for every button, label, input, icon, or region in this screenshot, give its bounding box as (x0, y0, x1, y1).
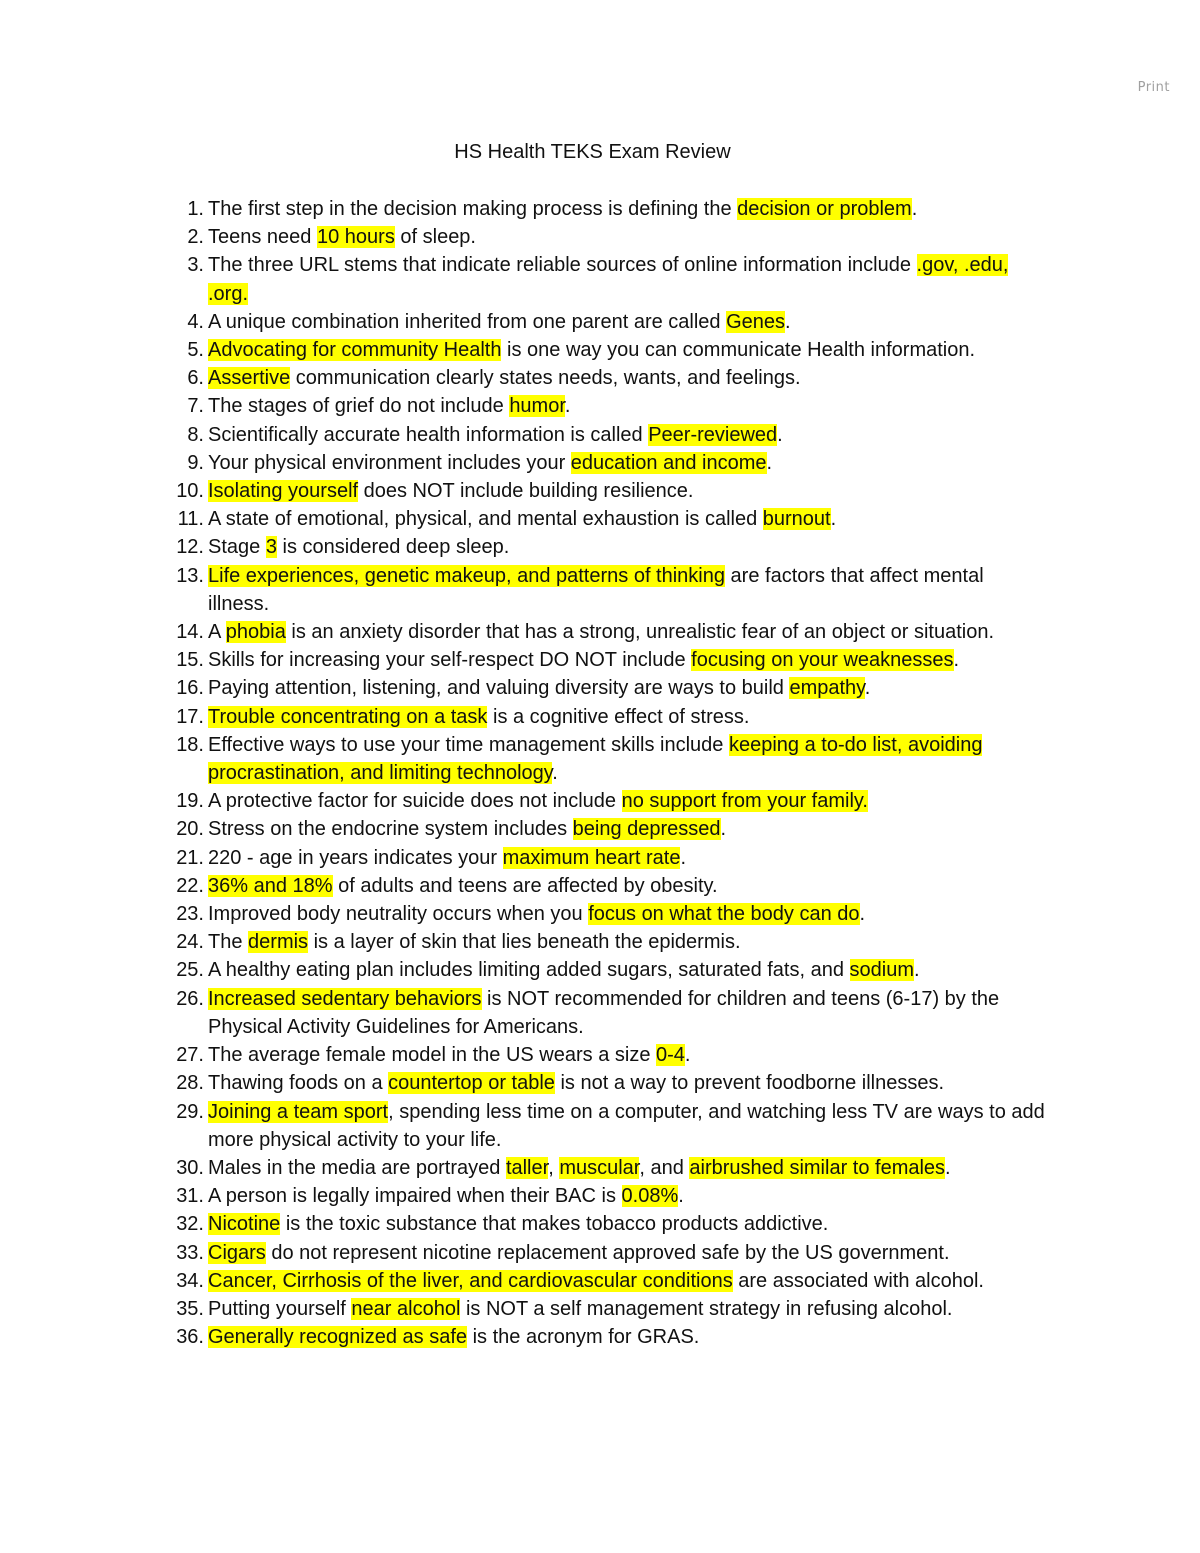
question-text (208, 1298, 952, 1320)
question-text (208, 424, 783, 446)
question-item (170, 1069, 1050, 1097)
question-fragment: Thawing foods on a (208, 1072, 389, 1095)
question-item (170, 646, 1050, 674)
question-fragment: . (911, 198, 918, 220)
highlighted-answer: focusing on your weaknesses (691, 649, 954, 672)
question-fragment: The stages of grief do not include (208, 395, 510, 418)
question-text (208, 621, 994, 643)
question-fragment: Paying attention, listening, and valuing diversity are ways to build (208, 677, 790, 700)
highlighted-answer: Life experiences, genetic makeup, and patterns of thinking (208, 564, 725, 587)
question-fragment: The (208, 931, 249, 954)
question-text (208, 1213, 828, 1235)
question-fragment: . (785, 310, 791, 333)
question-fragment: A protective factor for suicide does not include (208, 790, 622, 813)
highlighted-answer: being depressed (572, 818, 721, 841)
question-item (170, 449, 1050, 477)
highlighted-answer: decision or problem (737, 198, 912, 220)
question-item (170, 844, 1050, 872)
question-item (170, 364, 1050, 392)
question-number: 11. (177, 508, 204, 531)
question-text (208, 367, 801, 389)
highlighted-answer: taller (505, 1156, 549, 1179)
question-number: 16. (176, 677, 204, 700)
highlighted-answer: Advocating for community Health (208, 339, 502, 362)
question-fragment: . (684, 1044, 691, 1067)
question-item (170, 674, 1050, 702)
question-item (170, 1041, 1050, 1069)
highlighted-answer: education and income (570, 451, 767, 474)
question-text (208, 311, 791, 333)
question-number: 4. (187, 310, 204, 333)
question-fragment: of sleep. (394, 226, 476, 249)
question-item (170, 1239, 1050, 1267)
question-item (170, 731, 1050, 787)
question-fragment: A healthy eating plan includes limiting added sugars, saturated fats, and (208, 959, 850, 982)
question-item (170, 815, 1050, 843)
question-number: 26. (176, 987, 204, 1010)
question-fragment: A unique combination inherited from one parent are called (208, 310, 727, 333)
highlighted-answer: Assertive (208, 367, 291, 390)
question-item (170, 1182, 1050, 1210)
question-number: 27. (176, 1044, 204, 1067)
question-number: 5. (187, 339, 204, 362)
question-item (170, 900, 1050, 928)
question-fragment: Stage (208, 536, 266, 559)
question-fragment: is NOT a self management strategy in refusing alcohol. (460, 1297, 953, 1320)
question-fragment: is considered deep sleep. (276, 536, 510, 559)
question-text (208, 1044, 690, 1066)
question-text (208, 706, 749, 728)
question-fragment: . (864, 677, 871, 700)
question-fragment: . (552, 762, 558, 785)
question-item (170, 533, 1050, 561)
question-text (208, 677, 870, 699)
highlighted-answer: .gov, .edu, .org. (208, 254, 1009, 305)
question-item (170, 703, 1050, 731)
highlighted-answer: Generally recognized as safe (208, 1326, 468, 1349)
question-fragment: is a layer of skin that lies beneath the epidermis. (308, 931, 741, 954)
question-item (170, 477, 1050, 505)
highlighted-answer: no support from your family. (621, 790, 868, 813)
question-fragment: A person is legally impaired when their BAC is (208, 1185, 622, 1208)
question-fragment: A state of emotional, physical, and mental exhaustion is called (208, 508, 763, 531)
highlighted-answer: Trouble concentrating on a task (208, 705, 488, 728)
question-text (208, 226, 476, 248)
question-number: 23. (176, 903, 204, 926)
question-number: 22. (176, 874, 204, 897)
question-text (208, 508, 836, 530)
highlighted-answer: Increased sedentary behaviors (208, 987, 482, 1010)
question-fragment: A (208, 621, 226, 644)
question-number: 12. (176, 536, 204, 559)
question-fragment: is one way you can communicate Health information. (501, 339, 976, 362)
question-item (170, 1323, 1050, 1351)
question-list (170, 195, 1050, 1351)
question-number: 14. (176, 621, 204, 644)
question-text (208, 565, 984, 615)
question-text (208, 254, 1008, 304)
question-number: 31. (176, 1185, 204, 1208)
page-title: HS Health TEKS Exam Review (454, 141, 731, 163)
question-fragment: Males in the media are portrayed (208, 1156, 506, 1179)
question-fragment: , spending less time on a computer, and watching less TV are ways to add more physical activity to your life. (208, 1100, 1045, 1151)
question-text (208, 734, 982, 784)
question-text (208, 536, 509, 558)
question-text (208, 198, 917, 220)
question-text (208, 847, 686, 869)
question-fragment: Skills for increasing your self-respect DO NOT include (208, 649, 692, 672)
question-fragment: of adults and teens are affected by obesity. (332, 874, 718, 897)
highlighted-answer: Genes (726, 310, 786, 333)
question-number: 28. (176, 1072, 204, 1095)
question-fragment: , and (639, 1156, 690, 1179)
highlighted-answer: airbrushed similar to females (689, 1156, 946, 1179)
question-text (208, 1072, 944, 1094)
question-text (208, 1157, 951, 1179)
highlighted-answer: sodium (849, 959, 915, 982)
question-item (170, 872, 1050, 900)
question-item (170, 308, 1050, 336)
question-fragment: . (777, 423, 783, 446)
highlighted-answer: countertop or table (388, 1072, 555, 1095)
highlighted-answer: 0.08% (621, 1185, 679, 1208)
question-fragment: is NOT recommended for children and teens (6-17) by the Physical Activity Guidelines for Americans. (208, 987, 1000, 1038)
question-text (208, 452, 772, 474)
question-fragment: , (548, 1156, 560, 1179)
question-fragment: . (914, 959, 920, 982)
question-fragment: Putting yourself (208, 1297, 352, 1320)
question-fragment: is a cognitive effect of stress. (487, 705, 750, 728)
question-number: 2. (187, 226, 204, 249)
question-fragment: . (766, 451, 773, 474)
question-fragment: . (945, 1156, 951, 1179)
question-item (170, 223, 1050, 251)
question-text (208, 903, 865, 925)
print-link[interactable]: Print (1137, 80, 1170, 95)
highlighted-answer: Nicotine (208, 1213, 281, 1236)
question-number: 35. (176, 1297, 204, 1320)
question-number: 17. (176, 705, 204, 728)
question-fragment: Effective ways to use your time management skills include (208, 733, 729, 756)
question-item (170, 618, 1050, 646)
question-fragment: . (564, 395, 571, 418)
question-number: 30. (176, 1156, 204, 1179)
highlighted-answer: 3 (265, 536, 277, 559)
question-item (170, 195, 1050, 223)
question-text (208, 1326, 699, 1348)
highlighted-answer: muscular (559, 1156, 640, 1179)
question-item (170, 392, 1050, 420)
question-item (170, 562, 1050, 618)
question-number: 32. (176, 1213, 204, 1236)
question-number: 25. (176, 959, 204, 982)
question-text (208, 1242, 950, 1264)
question-fragment: communication clearly states needs, wants, and feelings. (290, 367, 801, 390)
question-number: 24. (176, 931, 204, 954)
question-text (208, 959, 920, 981)
question-fragment: do not represent nicotine replacement approved safe by the US government. (265, 1241, 950, 1264)
question-number: 10. (176, 480, 204, 503)
question-item (170, 251, 1050, 307)
question-fragment: The three URL stems that indicate reliable sources of online information include (208, 254, 917, 277)
question-number: 15. (176, 649, 204, 672)
question-number: 9. (187, 451, 204, 474)
highlighted-answer: Isolating yourself (208, 480, 359, 503)
question-item (170, 1267, 1050, 1295)
question-fragment: is an anxiety disorder that has a strong, unrealistic fear of an object or situation. (285, 621, 995, 644)
question-number: 3. (187, 254, 204, 277)
question-number: 33. (176, 1241, 204, 1264)
question-fragment: . (678, 1185, 684, 1208)
question-fragment: The average female model in the US wears a size (208, 1044, 656, 1067)
question-fragment: is the acronym for GRAS. (467, 1326, 700, 1349)
question-text (208, 875, 718, 897)
question-fragment: is the toxic substance that makes tobacco products addictive. (280, 1213, 829, 1236)
question-number: 36. (176, 1326, 204, 1349)
question-item (170, 1098, 1050, 1154)
question-text (208, 790, 868, 812)
question-number: 18. (176, 733, 204, 756)
question-fragment: . (680, 846, 687, 869)
question-text (208, 988, 999, 1038)
highlighted-answer: keeping a to-do list, avoiding procrastination, and limiting technology (208, 733, 983, 785)
question-fragment: Teens need (208, 226, 317, 249)
question-text (208, 1101, 1045, 1151)
highlighted-answer: focus on what the body can do (588, 903, 860, 926)
highlighted-answer: Joining a team sport (208, 1100, 389, 1123)
question-item (170, 336, 1050, 364)
question-item (170, 505, 1050, 533)
question-fragment: Improved body neutrality occurs when you (208, 903, 589, 926)
highlighted-answer: 0-4 (656, 1044, 685, 1067)
question-fragment: Your physical environment includes your (208, 451, 571, 474)
question-fragment: The first step in the decision making process is defining the (208, 198, 738, 220)
question-fragment: are associated with alcohol. (732, 1269, 984, 1292)
question-item (170, 1210, 1050, 1238)
question-fragment: . (859, 903, 866, 926)
question-item (170, 928, 1050, 956)
question-item (170, 421, 1050, 449)
question-fragment: does NOT include building resilience. (358, 480, 694, 503)
highlighted-answer: burnout (762, 508, 831, 531)
question-text (208, 931, 741, 953)
question-fragment: . (830, 508, 837, 531)
question-item (170, 1295, 1050, 1323)
question-number: 29. (176, 1100, 204, 1123)
question-fragment: Stress on the endocrine system includes (208, 818, 573, 841)
question-text (208, 1185, 684, 1207)
highlighted-answer: Cancer, Cirrhosis of the liver, and cardiovascular conditions (208, 1269, 733, 1292)
question-fragment: is not a way to prevent foodborne illnesses. (554, 1072, 945, 1095)
question-fragment: 220 - age in years indicates your (208, 846, 503, 869)
question-item (170, 1154, 1050, 1182)
question-text (208, 480, 693, 502)
highlighted-answer: phobia (225, 621, 286, 644)
question-fragment: . (720, 818, 727, 841)
question-text (208, 339, 975, 361)
highlighted-answer: Cigars (208, 1241, 266, 1264)
question-text (208, 395, 570, 417)
question-number: 19. (176, 790, 204, 813)
highlighted-answer: 10 hours (316, 226, 395, 249)
question-number: 21. (176, 846, 204, 869)
question-number: 13. (176, 564, 204, 587)
question-fragment: are factors that affect mental illness. (208, 564, 984, 615)
question-number: 34. (176, 1269, 204, 1292)
question-item (170, 956, 1050, 984)
highlighted-answer: maximum heart rate (502, 846, 681, 869)
question-number: 20. (176, 818, 204, 841)
highlighted-answer: 36% and 18% (208, 874, 333, 897)
question-text (208, 818, 726, 840)
question-item (170, 787, 1050, 815)
question-number: 8. (187, 423, 204, 446)
highlighted-answer: humor (509, 395, 565, 418)
question-fragment: Scientifically accurate health information is called (208, 423, 649, 446)
question-text (208, 1270, 984, 1292)
question-item (170, 985, 1050, 1041)
question-number: 7. (187, 395, 204, 418)
question-fragment: . (953, 649, 960, 672)
question-text (208, 649, 959, 671)
highlighted-answer: empathy (789, 677, 865, 700)
question-number: 6. (187, 367, 204, 390)
highlighted-answer: near alcohol (351, 1297, 461, 1320)
question-number: 1. (187, 198, 204, 220)
highlighted-answer: dermis (248, 931, 309, 954)
highlighted-answer: Peer-reviewed (648, 423, 778, 446)
